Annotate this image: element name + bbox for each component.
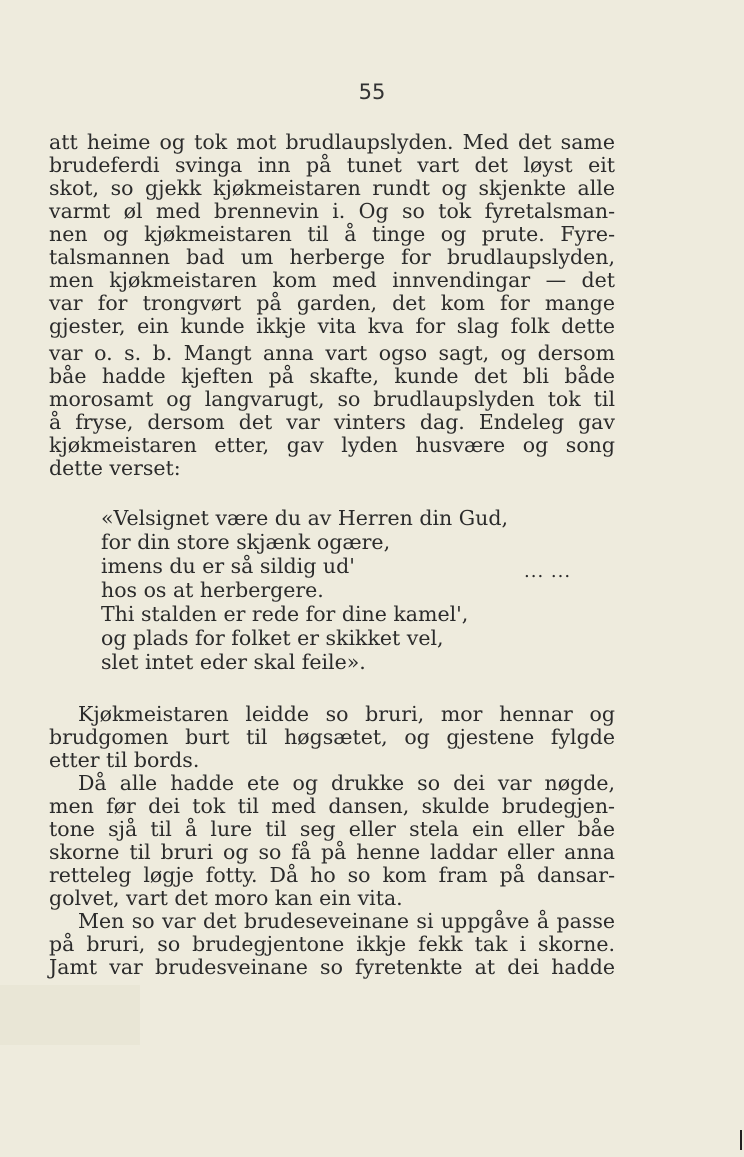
poem-line: hos os at herbergere. xyxy=(101,578,324,602)
poem-line: Thi stalden er rede for dine kamel', xyxy=(101,602,469,626)
text-line: brudeferdi svinga inn på tunet vart det løyst eit xyxy=(49,153,615,177)
poem-ellipsis: ... ... xyxy=(524,561,572,582)
page-number: 55 xyxy=(358,80,386,104)
text-line: å fryse, dersom det var vinters dag. Endeleg gav xyxy=(49,410,615,434)
text-line: kjøkmeistaren etter, gav lyden husvære og song xyxy=(49,433,615,457)
text-line: var o. s. b. Mangt anna vart ogso sagt, og dersom xyxy=(49,341,615,365)
text-line: Men so var det brudeseveinane si uppgåve å passe xyxy=(78,909,615,933)
text-line: gjester, ein kunde ikkje vita kva for slag folk dette xyxy=(49,314,615,338)
text-line: Då alle hadde ete og drukke so dei var nøgde, xyxy=(78,771,615,795)
text-line: etter til bords. xyxy=(49,748,200,772)
text-line: morosamt og langvarugt, so brudlaupslyden tok til xyxy=(49,387,615,411)
text-line: att heime og tok mot brudlaupslyden. Med det same xyxy=(49,130,615,154)
poem-line: for din store skjænk ogære, xyxy=(101,530,391,554)
poem-line: og plads for folket er skikket vel, xyxy=(101,626,444,650)
text-line: båe hadde kjeften på skafte, kunde det bli både xyxy=(49,364,615,388)
text-line: tone sjå til å lure til seg eller stela ein eller båe xyxy=(49,817,615,841)
poem-line: slet intet eder skal feile». xyxy=(101,650,366,674)
poem-line: «Velsignet være du av Herren din Gud, xyxy=(101,506,508,530)
text-line: dette verset: xyxy=(49,456,181,480)
text-line: var for trongvørt på garden, det kom for mange xyxy=(49,291,615,315)
page-edge-mark xyxy=(740,1130,742,1150)
text-line: men før dei tok til med dansen, skulde brudegjen- xyxy=(49,794,615,818)
poem-line: imens du er så sildig ud' xyxy=(101,554,355,578)
text-line: Kjøkmeistaren leidde so bruri, mor hennar og xyxy=(78,702,615,726)
text-line: talsmannen bad um herberge for brudlaupslyden, xyxy=(49,245,615,269)
text-line: på bruri, so brudegjentone ikkje fekk tak i skorne. xyxy=(49,932,615,956)
text-line: men kjøkmeistaren kom med innvendingar — det xyxy=(49,268,615,292)
text-line: skot, so gjekk kjøkmeistaren rundt og skjenkte alle xyxy=(49,176,615,200)
text-line: nen og kjøkmeistaren til å tinge og prute. Fyre- xyxy=(49,222,615,246)
text-line: skorne til bruri og so få på henne laddar eller anna xyxy=(49,840,615,864)
text-line: retteleg løgje fotty. Då ho so kom fram på dansar- xyxy=(49,863,615,887)
text-line: Jamt var brudesveinane so fyretenkte at dei hadde xyxy=(49,955,615,979)
paper-stain xyxy=(0,985,140,1045)
text-line: golvet, vart det moro kan ein vita. xyxy=(49,886,403,910)
text-line: varmt øl med brennevin i. Og so tok fyretalsman- xyxy=(49,199,615,223)
text-line: brudgomen burt til høgsætet, og gjestene fylgde xyxy=(49,725,615,749)
